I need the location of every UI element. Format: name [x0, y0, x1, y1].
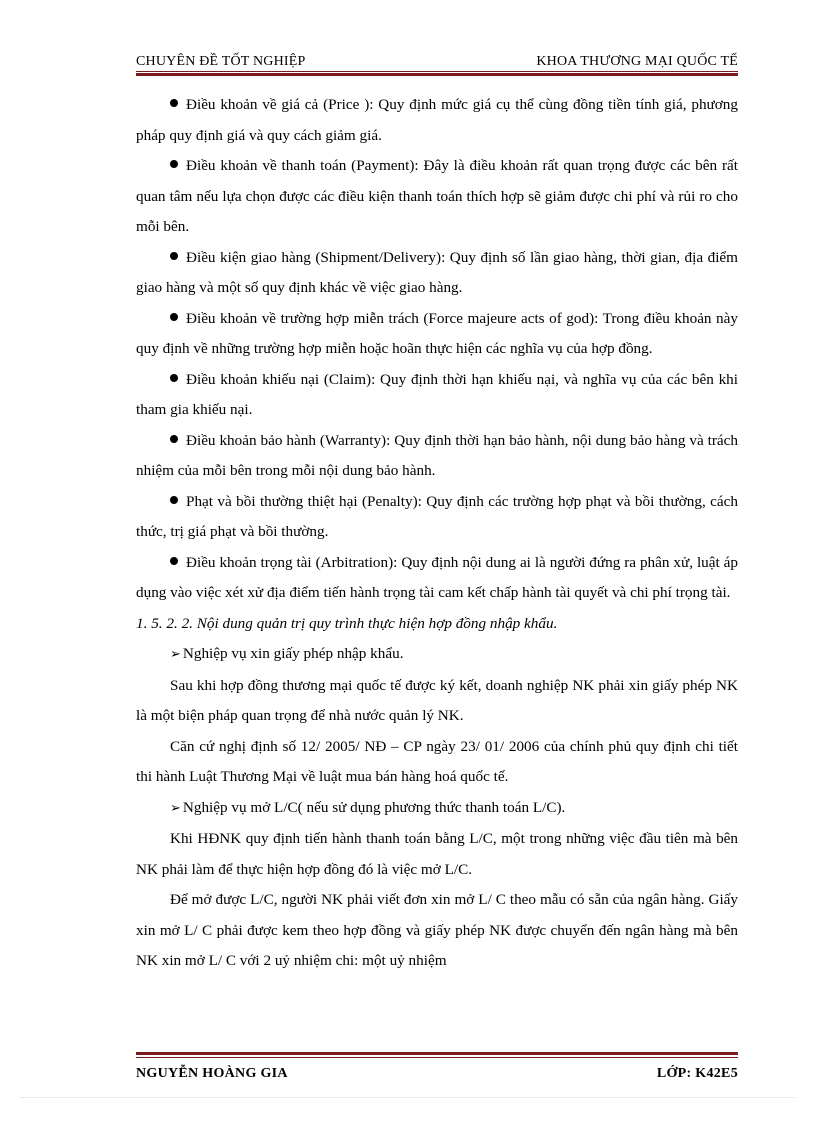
bullet-icon [170, 374, 178, 382]
bullet-item: Điều khoản về giá cả (Price ): Quy định mức giá cụ thể cùng đồng tiền tính giá, phương pháp quy định giá và quy cách giảm giá. [136, 96, 738, 144]
header-right: KHOA THƯƠNG MẠI QUỐC TẾ [536, 54, 738, 69]
sub-item: ➢ Nghiệp vụ mở L/C( nếu sử dụng phương thức thanh toán L/C). [170, 798, 566, 816]
footer-rule [136, 1052, 738, 1058]
bullet-icon [170, 557, 178, 565]
bullet-item: Điều khoản trọng tài (Arbitration): Quy định nội dung ai là người đứng ra phân xử, luật áp dụng vào việc xét xử địa điểm tiến hành trọng tài cam kết chấp hành tài quyết và chi phí trọng tài. [136, 553, 738, 601]
footer-right: LỚP: K42E5 [656, 1066, 738, 1081]
document-body [136, 90, 738, 977]
section-heading: 1. 5. 2. 2. Nội dung quản trị quy trình thực hiện hợp đồng nhập khẩu. [136, 614, 558, 632]
bullet-icon [170, 313, 178, 321]
paragraph: Sau khi hợp đồng thương mại quốc tế được ký kết, doanh nghiệp NK phải xin giấy phép NK là một biện pháp quan trọng để nhà nước quản lý NK. [136, 676, 738, 724]
bullet-icon [170, 99, 178, 107]
header-left: CHUYÊN ĐỀ TỐT NGHIỆP [136, 54, 306, 69]
sub-item: ➢ Nghiệp vụ xin giấy phép nhập khẩu. [170, 645, 404, 662]
bullet-item: Điều kiện giao hàng (Shipment/Delivery): Quy định số lần giao hàng, thời gian, địa điểm giao hàng và một số quy định khác về việc giao hàng. [136, 248, 738, 296]
bullet-icon [170, 252, 178, 260]
page-header [136, 48, 738, 70]
page-footer [136, 1063, 738, 1085]
arrow-bullet-icon: ➢ [170, 800, 181, 816]
bullet-item: Điều khoản khiếu nại (Claim): Quy định thời hạn khiếu nại, và nghĩa vụ của các bên khi tham gia khiếu nại. [136, 370, 738, 418]
paragraph: Khi HĐNK quy định tiến hành thanh toán bằng L/C, một trong những việc đầu tiên mà bên NK phải làm để thực hiện hợp đồng đó là việc mở L/C. [136, 830, 738, 878]
bullet-item: Điều khoản về trường hợp miễn trách (Force majeure acts of god): Trong điều khoản này quy định về những trường hợp miễn hoặc hoãn thực hiện các nghĩa vụ của hợp đồng. [136, 309, 738, 357]
bullet-icon [170, 435, 178, 443]
bullet-item: Điều khoản bảo hành (Warranty): Quy định thời hạn bảo hành, nội dung bảo hàng và trách nhiệm của mỗi bên trong mỗi nội dung bảo hành. [136, 431, 738, 479]
paragraph: Để mở được L/C, người NK phải viết đơn xin mở L/ C theo mẫu có sẵn của ngân hàng. Giấy xin mở L/ C phải được kem theo hợp đồng và giấy phép NK được chuyển đến ngân hàng mà bên NK xin mở L/ C với 2 uỷ nhiệm chi: một uỷ nhiệm [136, 891, 738, 969]
bullet-item: Điều khoản về thanh toán (Payment): Đây là điều khoản rất quan trọng được các bên rất quan tâm nếu lựa chọn được các điều kiện thanh toán thích hợp sẽ giảm được chi phí và rủi ro cho mỗi bên. [136, 157, 738, 235]
paragraph: Căn cứ nghị định số 12/ 2005/ NĐ – CP ngày 23/ 01/ 2006 của chính phủ quy định chi tiết thi hành Luật Thương Mại về luật mua bán hàng hoá quốc tế. [136, 737, 738, 785]
page-boundary [20, 1097, 796, 1098]
bullet-icon [170, 160, 178, 168]
bullet-icon [170, 496, 178, 504]
footer-left: NGUYỄN HOÀNG GIA [136, 1066, 288, 1081]
bullet-item: Phạt và bồi thường thiệt hại (Penalty): Quy định các trường hợp phạt và bồi thường, cách thức, trị giá phạt và bồi thường. [136, 492, 738, 540]
arrow-bullet-icon: ➢ [170, 647, 181, 662]
